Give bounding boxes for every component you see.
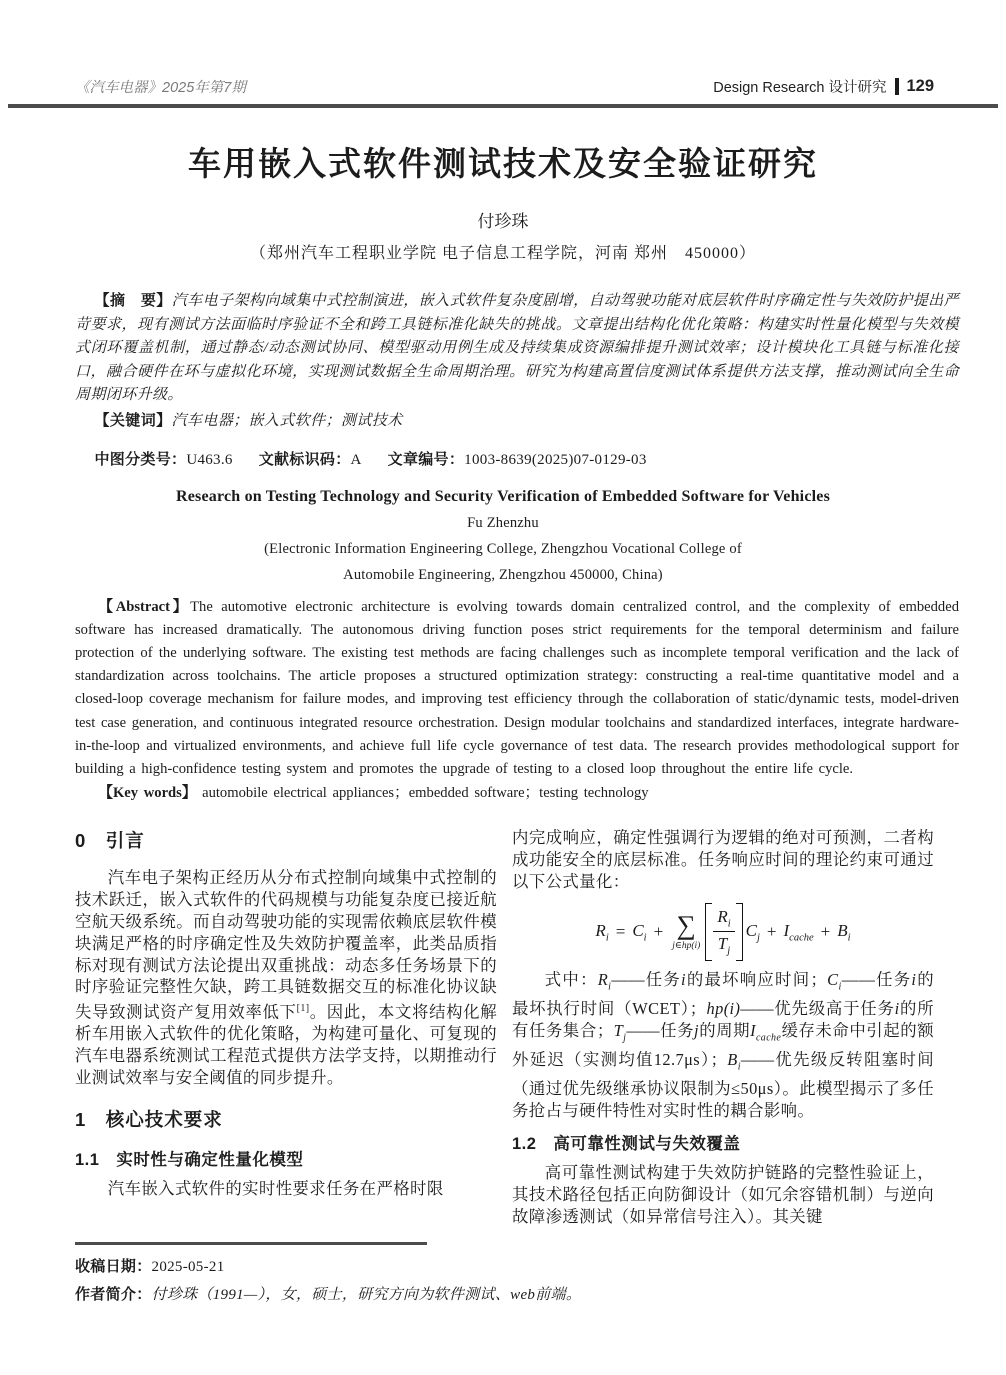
section-0-text-b: 。因此，本文将结构化解析车用嵌入式软件的优化策略，为构建可量化、可复现的汽车电器系统测试工程范式提供方法学支持，以期推动行业测试效率与安全阈值的同步提升。	[75, 1002, 497, 1087]
footnote-divider	[75, 1242, 427, 1245]
formula-cj-term: $C_j$	[745, 920, 760, 943]
keywords-label-en: 【Key words】	[98, 785, 197, 802]
article-title: 车用嵌入式软件测试技术及安全验证研究	[188, 145, 818, 182]
english-author: Fu Zhenzhu	[467, 514, 539, 531]
author-name: 付珍珠	[477, 212, 529, 231]
left-column	[75, 827, 497, 1227]
response-time-formula	[512, 903, 934, 961]
formula-wcet-term: $C_i$	[632, 920, 647, 943]
section-0-heading: 0 引言	[75, 830, 145, 852]
page-header	[75, 76, 934, 97]
footnote-block	[75, 1242, 935, 1304]
abstract-text-en: The automotive electronic architecture is evolving towards domain centralized control, and the complexity of embedded software has increased dramatically. The autonomous driving function poses strict requirements for the temporal determinism and failure protection of the underlying software. The existing test methods are facing challenges such as incomplete temporal verification and the lack of standardization across toolchains. The article proposes a structured optimization strategy: constructing a real-time quantitative model and a closed-loop coverage mechanism for failure modes, and improving test efficiency through the collaboration of static/dynamic tests, model-driven test case generation, and continuous integrated resource orchestration. Design modular toolchains and standardized interfaces, integrate hardware-in-the-loop and virtualized environments, and achieve full life cycle governance of test data. The research provides methodological support for building a high-confidence testing system and promotes the upgrade of testing to a closed loop throughout the entire life cycle.	[75, 598, 959, 777]
english-affiliation-line1: (Electronic Information Engineering College, Zhengzhou Vocational College of	[264, 540, 742, 557]
right-column	[512, 827, 934, 1227]
author-bio-value: 付珍珠（1991—），女，硕士，研究方向为软件测试、web前端。	[151, 1286, 582, 1303]
abstract-block-cn	[43, 289, 959, 472]
english-affiliation-line2: Automobile Engineering, Zhengzhou 450000, China)	[343, 566, 663, 583]
formula-blocking-term: $B_i$	[837, 920, 851, 943]
article-no: 1003-8639(2025)07-0129-03	[464, 451, 647, 468]
left-bracket	[705, 903, 712, 961]
plus-sign: +	[766, 921, 777, 941]
article-no-label: 文章编号：	[387, 450, 465, 468]
author-affiliation: （郑州汽车工程职业学院 电子信息工程学院，河南 郑州 450000）	[249, 245, 756, 262]
english-title: Research on Testing Technology and Security Verification of Embedded Software for Vehicles	[175, 487, 831, 505]
abstract-cn	[75, 289, 959, 408]
summation-symbol: ∑ j∈hp(i)	[672, 910, 701, 952]
keywords-label-cn: 【关键词】	[94, 411, 172, 429]
abstract-text-cn: 汽车电子架构向域集中式控制演进，嵌入式软件复杂度剧增，自动驾驶功能对底层软件时序确定性与失效防护提出严苛要求，现有测试方法面临时序验证不全和跨工具链标准化缺失的挑战。文章提出结构化优化策略：构建实时性量化模型与失效模式闭环覆盖机制，通过静态/动态测试协同、模型驱动用例生成及持续集成资源编排提升测试效率；设计模块化工具链与标准化接口，融合硬件在环与虚拟化环境，实现测试数据全生命周期治理。研究为构建高置信度测试体系提供方法支撑，推动测试向全生命周期闭环升级。	[75, 293, 959, 403]
clc-number: U463.6	[186, 451, 233, 468]
abstract-en	[75, 596, 959, 782]
received-date-line	[75, 1255, 935, 1276]
author-bio-label: 作者简介：	[75, 1285, 152, 1303]
keywords-en	[75, 782, 959, 805]
section-1-heading: 1 核心技术要求	[75, 1108, 223, 1130]
section-1-2-paragraph: 高可靠性测试构建于失效防护链路的完整性验证上，其技术路径包括正向防御设计（如冗余容错机制）与逆向故障渗透测试（如异常信号注入）。其关键	[512, 1163, 934, 1226]
article-meta	[75, 448, 959, 472]
keywords-cn	[75, 409, 959, 433]
section-1-1-paragraph: 汽车嵌入式软件的实时性要求任务在严格时限	[107, 1178, 444, 1198]
received-date-value: 2025-05-21	[151, 1258, 225, 1275]
section-0-text-a: 汽车电子架构正经历从分布式控制向域集中式控制的技术跃迁，嵌入式软件的代码规模与功能复杂度已接近航空航天级系统。而自动驾驶功能的实现需依赖底层软件模块满足严格的时序确定性及失效防护覆盖率，此类品质指标对现有测试方法论提出双重挑战：动态多任务场景下的时序验证完整性欠缺，跨工具链数据交互的标准化协议缺失导致测试资产复用效率低下	[75, 868, 497, 1022]
section-label: Design Research 设计研究	[713, 80, 887, 96]
author-bio-line	[75, 1283, 935, 1304]
header-rule	[8, 104, 998, 108]
equals-sign: =	[615, 921, 626, 941]
formula-lhs: $R_i$	[595, 920, 609, 943]
journal-issue: 《汽车电器》2025年第7期	[75, 80, 246, 96]
page-number: 129	[895, 78, 934, 95]
citation-ref-1: [1]	[296, 1003, 310, 1015]
formula-explanation-paragraph: 式中：$R_i——$任务i的最坏响应时间；$C_i——$任务i的最坏执行时间（WCET）；hp(i)——优先级高于任务i的所有任务集合；$T_j——$任务j的周期$I_{cache}$缓存未命中引起的额外延迟（实测均值12.7μs）；$B_i——$优先级反转阻塞时间（通过优先级继承协议限制为≤50μs）。此模型揭示了多任务抢占与硬件特性对实时性的耦合影响。	[512, 969, 934, 1120]
continuation-paragraph: 内完成响应，确定性强调行为逻辑的绝对可预测，二者构成功能安全的底层标准。任务响应时间的理论约束可通过以下公式量化：	[512, 828, 934, 891]
keywords-text-cn: 汽车电器；嵌入式软件；测试技术	[171, 412, 403, 429]
header-right	[713, 76, 934, 97]
doc-code: A	[350, 451, 362, 468]
abstract-label-en: 【Abstract】	[98, 598, 191, 615]
section-1-2-heading: 1.2 高可靠性测试与失效覆盖	[512, 1135, 741, 1154]
received-date-label: 收稿日期：	[75, 1257, 152, 1275]
clc-label: 中图分类号：	[94, 450, 187, 468]
formula-cache-term: $I_{cache}$	[783, 920, 814, 943]
right-bracket	[736, 903, 743, 961]
plus-sign: +	[653, 921, 664, 941]
body-columns	[75, 827, 935, 1227]
plus-sign: +	[820, 921, 831, 941]
section-1-1-heading: 1.1 实时性与确定性量化模型	[75, 1150, 304, 1169]
fraction-term: $R_i$ $T_j$	[713, 907, 734, 957]
keywords-text-en: automobile electrical appliances；embedded software；testing technology	[202, 785, 649, 802]
abstract-label-cn: 【摘 要】	[94, 292, 172, 309]
section-0-paragraph	[75, 867, 497, 1088]
doc-code-label: 文献标识码：	[258, 450, 351, 468]
